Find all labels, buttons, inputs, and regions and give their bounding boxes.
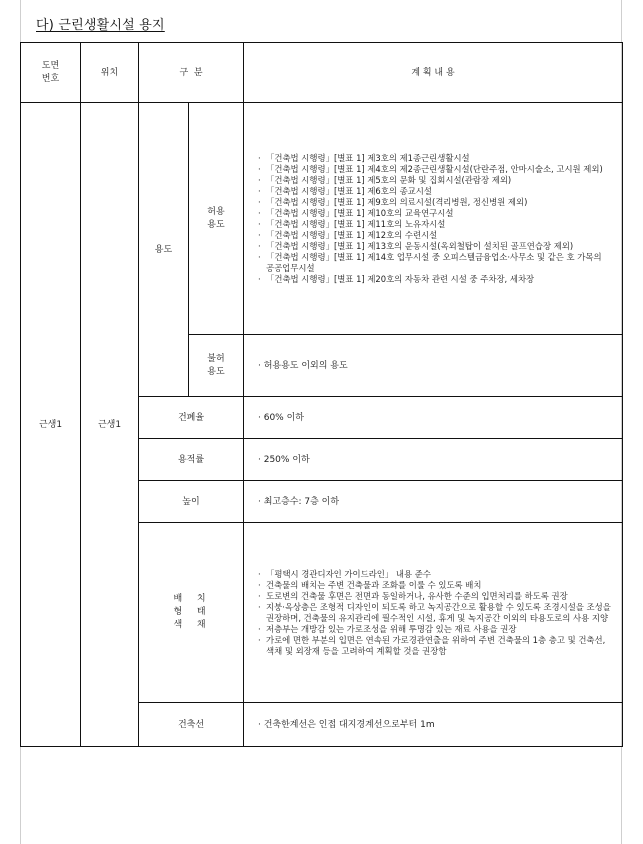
map-no-cell: 근생1: [21, 103, 81, 747]
list-item: · 「건축법 시행령」[별표 1] 제13호의 운동시설(옥외철탑이 설치된 골프연습장 제외): [258, 241, 612, 252]
list-item: · 가로에 면한 부분의 입면은 연속된 가로경관연출을 위하여 주변 건축물의 1층 층고 및 건축선, 색채 및 외장재 등을 고려하여 계획할 것을 권장함: [258, 635, 612, 657]
prohibited-use-value: · 허용용도 이외의 용도: [258, 360, 348, 371]
list-item: · 도로변의 건축물 후면은 전면과 동일하거나, 유사한 수준의 입면처리를 하도록 권장: [258, 591, 612, 602]
height-text: [244, 481, 623, 523]
header-category: 구 분: [139, 43, 244, 103]
header-plan: 계 획 내 용: [244, 43, 623, 103]
list-item: · 「건축법 시행령」[별표 1] 제14호 업무시설 중 오피스텔금융업소·사무소 및 같은 호 가목의 공공업무시설: [258, 252, 612, 274]
list-item: · 「평택시 경관디자인 가이드라인」 내용 준수: [258, 569, 612, 580]
design-label-line2: 형 태: [173, 607, 209, 617]
permitted-use-label: [189, 103, 244, 335]
list-item: · 건축물의 배치는 주변 건축물과 조화를 이룰 수 있도록 배치: [258, 580, 612, 591]
list-item: · 「건축법 시행령」[별표 1] 제12호의 수련시설: [258, 230, 612, 241]
building-line-value: · 건축한계선은 인접 대지경계선으로부터 1m: [258, 719, 435, 730]
design-label-line1: 배 치: [173, 594, 209, 604]
design-list: [258, 569, 612, 657]
use-label: 용도: [139, 103, 189, 397]
far-value: · 250% 이하: [258, 454, 310, 465]
list-item: · 「건축법 시행령」[별표 1] 제10호의 교육연구시설: [258, 208, 612, 219]
location-cell: 근생1: [81, 103, 139, 747]
height-label: 높이: [139, 481, 244, 523]
list-item: · 「건축법 시행령」[별표 1] 제3호의 제1종근린생활시설: [258, 153, 612, 164]
list-item: · 「건축법 시행령」[별표 1] 제6호의 종교시설: [258, 186, 612, 197]
design-label: [139, 523, 244, 703]
far-label: 용적률: [139, 439, 244, 481]
permitted-use-label-line1: 허용: [207, 206, 225, 217]
list-item: · 「건축법 시행령」[별표 1] 제11호의 노유자시설: [258, 219, 612, 230]
table-header-row: [21, 43, 623, 103]
header-map-no: [21, 43, 81, 103]
height-value: · 최고층수: 7층 이하: [258, 496, 340, 507]
prohibited-use-text: [244, 335, 623, 397]
row-permitted-use: [21, 103, 623, 335]
prohibited-use-label: [189, 335, 244, 397]
plan-table: [20, 42, 623, 747]
prohibited-use-label-line1: 불허: [207, 353, 225, 364]
list-item: · 지붕·옥상층은 조형적 디자인이 되도록 하고 녹지공간으로 활용할 수 있도록 조경시설을 조성을 권장하며, 건축물의 유지관리에 필수적인 시설, 휴게 및 녹지공간 이외의 타용도로의 사용 지양: [258, 602, 612, 624]
coverage-value: · 60% 이하: [258, 412, 304, 423]
building-line-label: 건축선: [139, 703, 244, 747]
permitted-use-list-cell: [244, 103, 623, 335]
list-item: · 「건축법 시행령」[별표 1] 제5호의 문화 및 집회시설(관람장 제외): [258, 175, 612, 186]
section-title: 다) 근린생활시설 용지: [36, 18, 165, 33]
list-item: · 저층부는 개방감 있는 가로조성을 위해 투명감 있는 재료 사용을 권장: [258, 624, 612, 635]
list-item: · 「건축법 시행령」[별표 1] 제20호의 자동차 관련 시설 중 주차장, 세차장: [258, 274, 612, 285]
header-map-no-line2: 번호: [41, 73, 60, 84]
permitted-use-list: [258, 153, 612, 285]
coverage-label: 건폐율: [139, 397, 244, 439]
building-line-text: [244, 703, 623, 747]
far-text: [244, 439, 623, 481]
list-item: · 「건축법 시행령」[별표 1] 제4호의 제2종근린생활시설(단란주점, 안마시술소, 고시원 제외): [258, 164, 612, 175]
prohibited-use-label-line2: 용도: [207, 366, 225, 377]
list-item: · 「건축법 시행령」[별표 1] 제9호의 의료시설(격리병원, 정신병원 제외): [258, 197, 612, 208]
header-location: 위치: [81, 43, 139, 103]
design-list-cell: [244, 523, 623, 703]
design-label-line3: 색 채: [173, 620, 209, 630]
header-map-no-line1: 도면: [41, 60, 60, 71]
coverage-text: [244, 397, 623, 439]
permitted-use-label-line2: 용도: [207, 219, 225, 230]
